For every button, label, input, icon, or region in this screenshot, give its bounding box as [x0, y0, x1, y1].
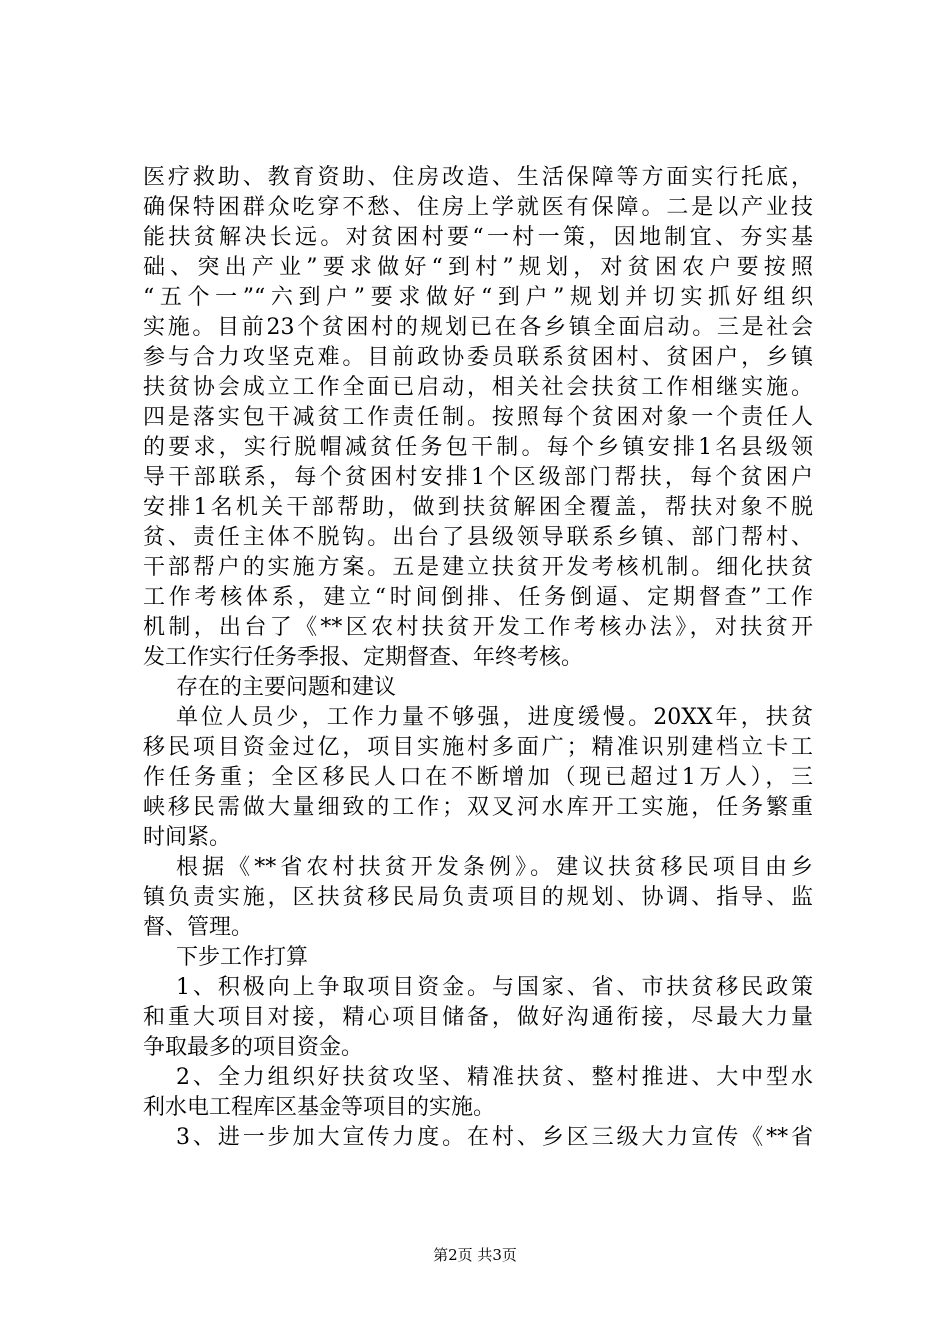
text-line: 础、突出产业”要求做好“到村”规划，对贫困农户要按照	[143, 255, 813, 280]
text-line: 参与合力攻坚克难。目前政协委员联系贫困村、贫困户，乡镇	[143, 345, 813, 370]
text-line: 机制，出台了《**区农村扶贫开发工作考核办法》，对扶贫开	[143, 615, 813, 640]
text-line: 四是落实包干减贫工作责任制。按照每个贫困对象一个责任人	[143, 405, 813, 430]
text-line: 时间紧。	[143, 825, 232, 850]
text-line: 督、管理。	[143, 915, 254, 940]
text-line: 能扶贫解决长远。对贫困村要“一村一策，因地制宜、夯实基	[143, 225, 813, 250]
page-footer: 第2页 共3页	[433, 1246, 517, 1264]
text-line: 的要求，实行脱帽减贫任务包干制。每个乡镇安排1名县级领	[143, 435, 813, 460]
text-line: 1、积极向上争取项目资金。与国家、省、市扶贫移民政策	[176, 975, 813, 1000]
text-line: 峡移民需做大量细致的工作；双叉河水库开工实施，任务繁重	[143, 795, 813, 820]
text-line: 实施。目前23个贫困村的规划已在各乡镇全面启动。三是社会	[143, 315, 813, 340]
text-line: 2、全力组织好扶贫攻坚、精准扶贫、整村推进、大中型水	[176, 1065, 813, 1090]
text-line: 工作考核体系，建立“时间倒排、任务倒逼、定期督查”工作	[143, 585, 813, 610]
text-line: 争取最多的项目资金。	[143, 1035, 364, 1060]
text-line: 和重大项目对接，精心项目储备，做好沟通衔接，尽最大力量	[143, 1005, 813, 1030]
text-line: 发工作实行任务季报、定期督查、年终考核。	[143, 645, 584, 670]
text-line: 单位人员少，工作力量不够强，进度缓慢。20XX年，扶贫	[176, 705, 813, 730]
text-line: 确保特困群众吃穿不愁、住房上学就医有保障。二是以产业技	[143, 195, 813, 220]
text-line: 贫、责任主体不脱钩。出台了县级领导联系乡镇、部门帮村、	[143, 525, 813, 550]
text-line: 3、进一步加大宣传力度。在村、乡区三级大力宣传《**省	[176, 1125, 813, 1150]
text-line: 医疗救助、教育资助、住房改造、生活保障等方面实行托底，	[143, 165, 813, 190]
text-line: 作任务重；全区移民人口在不断增加（现已超过1万人），三	[143, 765, 813, 790]
text-line: 利水电工程库区基金等项目的实施。	[143, 1095, 496, 1120]
text-line: 安排1名机关干部帮助，做到扶贫解困全覆盖，帮扶对象不脱	[143, 495, 813, 520]
text-line: 移民项目资金过亿，项目实施村多面广；精准识别建档立卡工	[143, 735, 813, 760]
text-line: “五个一”“六到户”要求做好“到户”规划并切实抓好组织	[143, 285, 813, 310]
text-line: 扶贫协会成立工作全面已启动，相关社会扶贫工作相继实施。	[143, 375, 813, 400]
text-line: 干部帮户的实施方案。五是建立扶贫开发考核机制。细化扶贫	[143, 555, 813, 580]
text-line: 镇负责实施，区扶贫移民局负责项目的规划、协调、指导、监	[143, 885, 813, 910]
document-body	[143, 163, 813, 1153]
text-line: 根据《**省农村扶贫开发条例》。建议扶贫移民项目由乡	[176, 855, 813, 880]
text-line: 导干部联系，每个贫困村安排1个区级部门帮扶，每个贫困户	[143, 465, 813, 490]
text-line: 存在的主要问题和建议	[176, 675, 397, 700]
text-line: 下步工作打算	[176, 945, 309, 970]
